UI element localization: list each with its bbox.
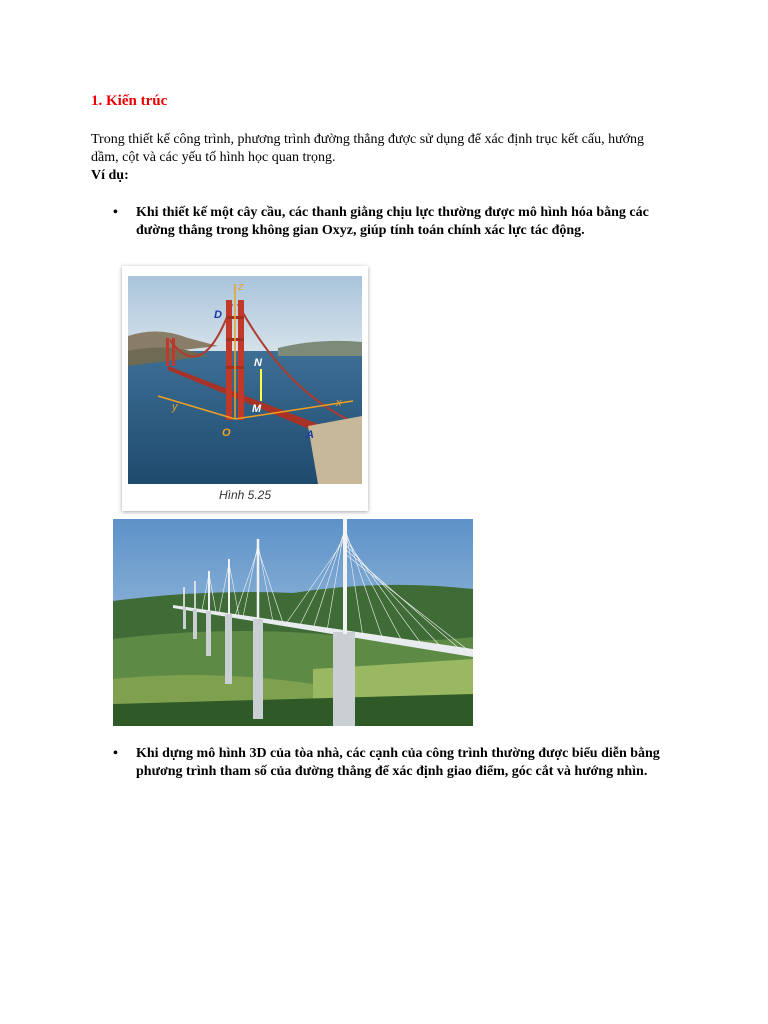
bullet-icon: • xyxy=(113,746,118,761)
bullet-icon: • xyxy=(113,205,118,220)
example-label: Ví dụ: xyxy=(91,168,129,183)
axis-y-label: y xyxy=(172,401,178,413)
point-m-label: M xyxy=(252,403,262,415)
viaduct-image xyxy=(113,519,473,726)
figure-caption: Hình 5.25 xyxy=(218,488,272,502)
axis-z-label: z xyxy=(238,281,244,293)
axis-x-label: x xyxy=(336,397,342,409)
golden-gate-bridge-image xyxy=(128,276,362,484)
figure-millau-viaduct xyxy=(113,519,473,726)
figure-golden-gate xyxy=(122,266,368,511)
origin-o-label: O xyxy=(222,427,231,439)
intro-paragraph: Trong thiết kế công trình, phương trình đường thẳng được sử dụng để xác định trục kết cấu, hướng dầm, cột và các yếu tố hình học quan trọng. xyxy=(91,132,645,165)
bullet-text: Khi dựng mô hình 3D của tòa nhà, các cạnh của công trình thường được biểu diễn bằng phương trình tham số của đường thẳng để xác định giao điểm, góc cắt và hướng nhìn. xyxy=(136,746,660,779)
point-n-label: N xyxy=(254,357,262,369)
point-d-label: D xyxy=(214,309,222,321)
point-a-label: A xyxy=(306,429,314,441)
section-heading: 1. Kiến trúc xyxy=(91,93,168,109)
bullet-text: Khi thiết kế một cây cầu, các thanh giằng chịu lực thường được mô hình hóa bằng các đường thẳng trong không gian Oxyz, giúp tính toán chính xác lực tác động. xyxy=(136,205,649,238)
